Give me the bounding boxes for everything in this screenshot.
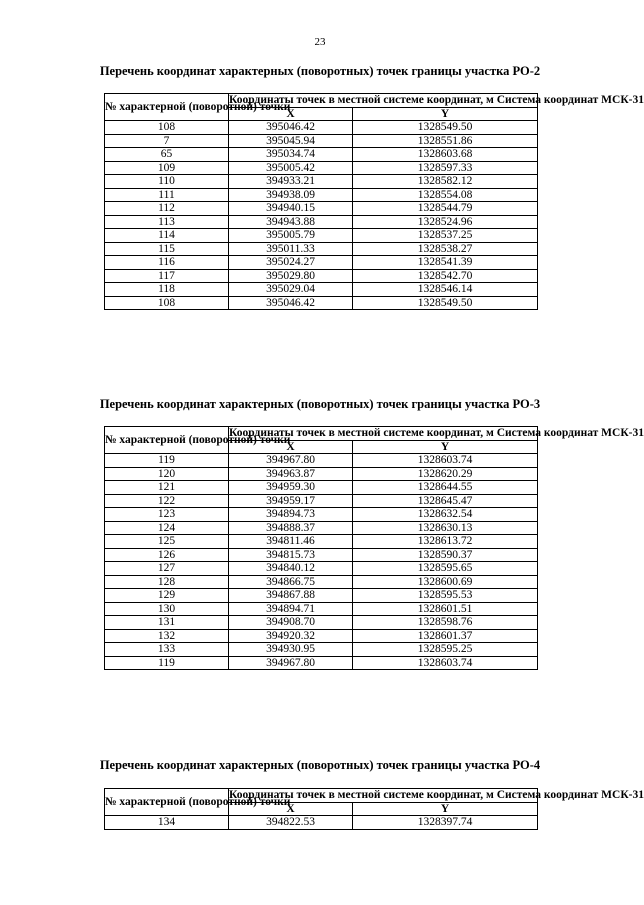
table-row xyxy=(105,602,538,616)
table-row xyxy=(105,215,538,229)
coords-table-ro-2 xyxy=(104,93,644,310)
x-coordinate-cell: 394920.32 xyxy=(229,629,353,643)
table-row xyxy=(105,535,538,549)
x-coordinate-cell: 394959.17 xyxy=(229,494,353,508)
y-coordinate-cell: 1328544.79 xyxy=(353,202,538,216)
y-coordinate-cell: 1328541.39 xyxy=(353,256,538,270)
x-coordinate-cell: 395011.33 xyxy=(229,242,353,256)
table-row xyxy=(105,283,538,297)
y-coordinate-cell: 1328546.14 xyxy=(353,283,538,297)
table-row xyxy=(105,161,538,175)
table-row xyxy=(105,467,538,481)
table-row xyxy=(105,494,538,508)
point-number-cell: 134 xyxy=(105,816,229,830)
point-number-cell: 118 xyxy=(105,283,229,297)
table-row xyxy=(105,589,538,603)
point-number-cell: 7 xyxy=(105,134,229,148)
x-coordinate-cell: 394967.80 xyxy=(229,454,353,468)
x-coordinate-cell: 394894.71 xyxy=(229,602,353,616)
point-number-cell: 130 xyxy=(105,602,229,616)
y-coordinate-cell: 1328630.13 xyxy=(353,521,538,535)
point-number-cell: 115 xyxy=(105,242,229,256)
y-coordinate-cell: 1328645.47 xyxy=(353,494,538,508)
x-coordinate-cell: 394840.12 xyxy=(229,562,353,576)
x-coordinate-cell: 394963.87 xyxy=(229,467,353,481)
y-coordinate-cell: 1328595.53 xyxy=(353,589,538,603)
x-coordinate-cell: 394933.21 xyxy=(229,175,353,189)
table-row xyxy=(105,643,538,657)
header-coords-title: Координаты точек в местной системе координат, м Система координат МСК-31 xyxy=(229,789,644,802)
point-number-cell: 114 xyxy=(105,229,229,243)
y-coordinate-cell: 1328603.74 xyxy=(353,656,538,670)
page-number: 23 xyxy=(314,36,326,48)
table-row xyxy=(105,175,538,189)
x-coordinate-cell: 395029.80 xyxy=(229,269,353,283)
table-row xyxy=(105,269,538,283)
table-row xyxy=(105,575,538,589)
header-y: Y xyxy=(353,107,538,121)
table-row xyxy=(105,202,538,216)
point-number-cell: 129 xyxy=(105,589,229,603)
point-number-cell: 108 xyxy=(105,121,229,135)
y-coordinate-cell: 1328613.72 xyxy=(353,535,538,549)
x-coordinate-cell: 394822.53 xyxy=(229,816,353,830)
point-number-cell: 110 xyxy=(105,175,229,189)
table-row xyxy=(105,616,538,630)
table-row xyxy=(105,256,538,270)
point-number-cell: 121 xyxy=(105,481,229,495)
x-coordinate-cell: 394888.37 xyxy=(229,521,353,535)
point-number-cell: 133 xyxy=(105,643,229,657)
y-coordinate-cell: 1328601.51 xyxy=(353,602,538,616)
y-coordinate-cell: 1328601.37 xyxy=(353,629,538,643)
x-coordinate-cell: 394938.09 xyxy=(229,188,353,202)
y-coordinate-cell: 1328595.65 xyxy=(353,562,538,576)
coords-table-ro-4 xyxy=(104,788,644,830)
header-y: Y xyxy=(353,440,538,454)
table-row xyxy=(105,454,538,468)
x-coordinate-cell: 394943.88 xyxy=(229,215,353,229)
table-row xyxy=(105,521,538,535)
table-row xyxy=(105,121,538,135)
point-number-cell: 65 xyxy=(105,148,229,162)
point-number-cell: 131 xyxy=(105,616,229,630)
x-coordinate-cell: 394867.88 xyxy=(229,589,353,603)
y-coordinate-cell: 1328620.29 xyxy=(353,467,538,481)
x-coordinate-cell: 395005.79 xyxy=(229,229,353,243)
y-coordinate-cell: 1328524.96 xyxy=(353,215,538,229)
x-coordinate-cell: 395046.42 xyxy=(229,121,353,135)
x-coordinate-cell: 394940.15 xyxy=(229,202,353,216)
section-title-ro-2: Перечень координат характерных (поворотных) точек границы участка РО-2 xyxy=(99,64,541,78)
x-coordinate-cell: 395034.74 xyxy=(229,148,353,162)
table-row xyxy=(105,548,538,562)
x-coordinate-cell: 395024.27 xyxy=(229,256,353,270)
point-number-cell: 128 xyxy=(105,575,229,589)
header-x: X xyxy=(229,802,353,816)
table-row xyxy=(105,816,538,830)
y-coordinate-cell: 1328537.25 xyxy=(353,229,538,243)
y-coordinate-cell: 1328551.86 xyxy=(353,134,538,148)
x-coordinate-cell: 394930.95 xyxy=(229,643,353,657)
y-coordinate-cell: 1328582.12 xyxy=(353,175,538,189)
point-number-cell: 111 xyxy=(105,188,229,202)
x-coordinate-cell: 395029.04 xyxy=(229,283,353,297)
y-coordinate-cell: 1328595.25 xyxy=(353,643,538,657)
x-coordinate-cell: 394894.73 xyxy=(229,508,353,522)
header-point-number: № характерной (поворотной) точки xyxy=(105,427,229,454)
point-number-cell: 117 xyxy=(105,269,229,283)
x-coordinate-cell: 394959.30 xyxy=(229,481,353,495)
y-coordinate-cell: 1328542.70 xyxy=(353,269,538,283)
y-coordinate-cell: 1328597.33 xyxy=(353,161,538,175)
x-coordinate-cell: 394967.80 xyxy=(229,656,353,670)
point-number-cell: 123 xyxy=(105,508,229,522)
y-coordinate-cell: 1328632.54 xyxy=(353,508,538,522)
header-coords-title: Координаты точек в местной системе координат, м Система координат МСК-31 xyxy=(229,94,644,107)
header-y: Y xyxy=(353,802,538,816)
y-coordinate-cell: 1328644.55 xyxy=(353,481,538,495)
table-row xyxy=(105,242,538,256)
table-row xyxy=(105,508,538,522)
header-x: X xyxy=(229,107,353,121)
y-coordinate-cell: 1328538.27 xyxy=(353,242,538,256)
header-point-number: № характерной (поворотной) точки xyxy=(105,789,229,816)
y-coordinate-cell: 1328554.08 xyxy=(353,188,538,202)
x-coordinate-cell: 394908.70 xyxy=(229,616,353,630)
header-point-number: № характерной (поворотной) точки xyxy=(105,94,229,121)
point-number-cell: 125 xyxy=(105,535,229,549)
y-coordinate-cell: 1328397.74 xyxy=(353,816,538,830)
x-coordinate-cell: 394866.75 xyxy=(229,575,353,589)
y-coordinate-cell: 1328590.37 xyxy=(353,548,538,562)
coords-table-ro-3 xyxy=(104,426,644,670)
table-row xyxy=(105,296,538,310)
point-number-cell: 119 xyxy=(105,454,229,468)
point-number-cell: 113 xyxy=(105,215,229,229)
x-coordinate-cell: 394811.46 xyxy=(229,535,353,549)
x-coordinate-cell: 395046.42 xyxy=(229,296,353,310)
point-number-cell: 124 xyxy=(105,521,229,535)
x-coordinate-cell: 395045.94 xyxy=(229,134,353,148)
point-number-cell: 108 xyxy=(105,296,229,310)
y-coordinate-cell: 1328603.68 xyxy=(353,148,538,162)
point-number-cell: 116 xyxy=(105,256,229,270)
table-row xyxy=(105,229,538,243)
section-title-ro-3: Перечень координат характерных (поворотных) точек границы участка РО-3 xyxy=(99,397,541,411)
y-coordinate-cell: 1328549.50 xyxy=(353,296,538,310)
x-coordinate-cell: 394815.73 xyxy=(229,548,353,562)
y-coordinate-cell: 1328598.76 xyxy=(353,616,538,630)
table-row xyxy=(105,481,538,495)
x-coordinate-cell: 395005.42 xyxy=(229,161,353,175)
table-row xyxy=(105,656,538,670)
point-number-cell: 120 xyxy=(105,467,229,481)
table-row xyxy=(105,134,538,148)
y-coordinate-cell: 1328603.74 xyxy=(353,454,538,468)
y-coordinate-cell: 1328549.50 xyxy=(353,121,538,135)
y-coordinate-cell: 1328600.69 xyxy=(353,575,538,589)
point-number-cell: 126 xyxy=(105,548,229,562)
point-number-cell: 119 xyxy=(105,656,229,670)
section-title-ro-4: Перечень координат характерных (поворотных) точек границы участка РО-4 xyxy=(99,758,541,772)
table-row xyxy=(105,562,538,576)
header-x: X xyxy=(229,440,353,454)
point-number-cell: 109 xyxy=(105,161,229,175)
header-coords-title: Координаты точек в местной системе координат, м Система координат МСК-31 xyxy=(229,427,644,440)
point-number-cell: 127 xyxy=(105,562,229,576)
point-number-cell: 112 xyxy=(105,202,229,216)
point-number-cell: 122 xyxy=(105,494,229,508)
table-row xyxy=(105,188,538,202)
table-row xyxy=(105,148,538,162)
point-number-cell: 132 xyxy=(105,629,229,643)
table-row xyxy=(105,629,538,643)
